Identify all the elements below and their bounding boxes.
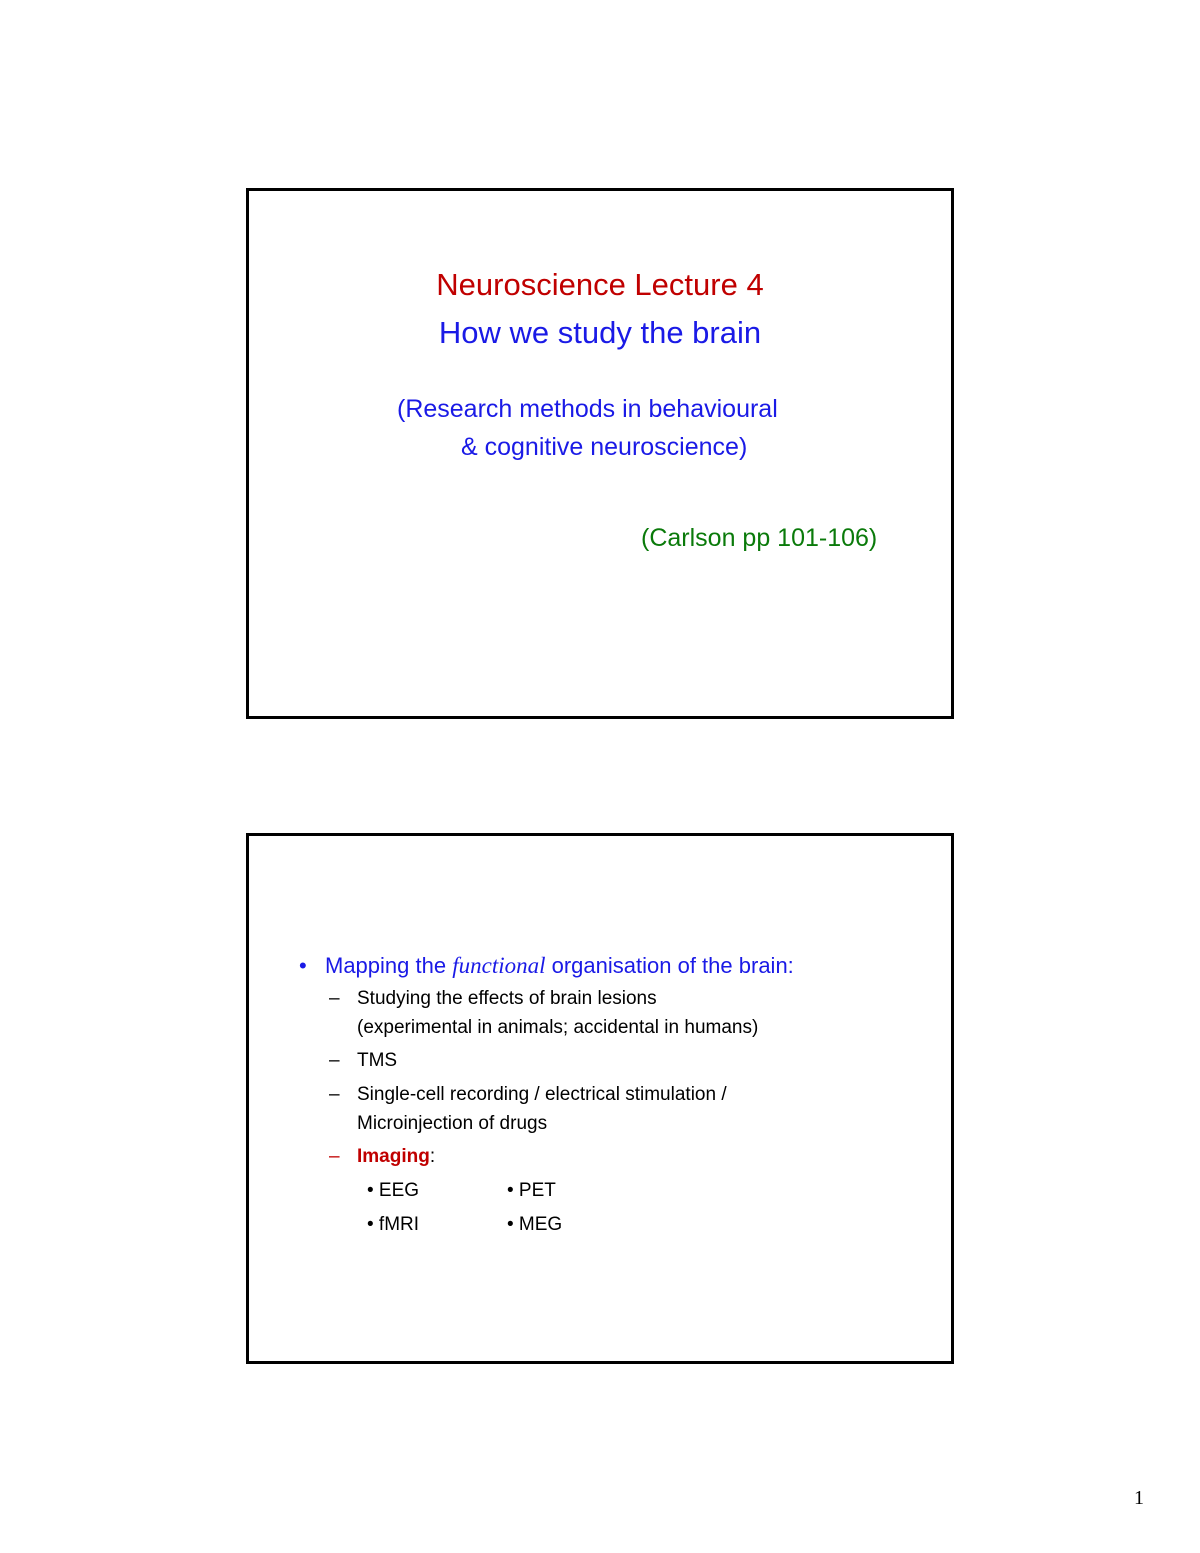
bullet-dot-icon: • xyxy=(299,953,307,978)
slide-subtitle: How we study the brain xyxy=(438,315,762,350)
sub-item-tms-text: TMS xyxy=(357,1050,398,1071)
main-bullet-text-pre: Mapping the xyxy=(325,953,447,978)
imaging-item-meg: • MEG xyxy=(507,1214,563,1235)
sub-item-imaging xyxy=(329,1146,889,1176)
slide-1 xyxy=(246,188,954,719)
main-bullet xyxy=(299,953,794,979)
main-bullet-text-post: organisation of the brain: xyxy=(551,953,794,978)
imaging-item-eeg: • EEG xyxy=(367,1180,420,1201)
research-methods-line-1: (Research methods in behavioural xyxy=(397,395,778,423)
page-number: 1 xyxy=(1134,1487,1144,1509)
main-bullet-italic: functional xyxy=(452,953,546,978)
sub-item-single-cell-line2: Microinjection of drugs xyxy=(357,1113,548,1134)
imaging-label: Imaging xyxy=(357,1146,430,1167)
imaging-item-fmri: • fMRI xyxy=(367,1214,420,1235)
imaging-item-pet: • PET xyxy=(507,1180,556,1201)
dash-icon: – xyxy=(329,988,340,1009)
dash-icon: – xyxy=(329,1146,340,1167)
slide-2 xyxy=(246,833,954,1364)
sub-item-lesions-line1: Studying the effects of brain lesions xyxy=(357,988,657,1009)
imaging-colon: : xyxy=(429,1146,436,1167)
sub-item-lesions xyxy=(329,988,889,1048)
sub-item-single-cell-line1: Single-cell recording / electrical stimulation / xyxy=(357,1084,727,1105)
sub-item-lesions-line2: (experimental in animals; accidental in humans) xyxy=(357,1017,759,1038)
dash-icon: – xyxy=(329,1084,340,1105)
research-methods-line-2: & cognitive neuroscience) xyxy=(461,433,748,461)
dash-icon: – xyxy=(329,1050,340,1071)
reference-citation: (Carlson pp 101-106) xyxy=(641,524,878,552)
sub-item-single-cell xyxy=(329,1084,889,1144)
slide-title: Neuroscience Lecture 4 xyxy=(436,267,764,302)
sub-item-tms xyxy=(329,1050,889,1080)
